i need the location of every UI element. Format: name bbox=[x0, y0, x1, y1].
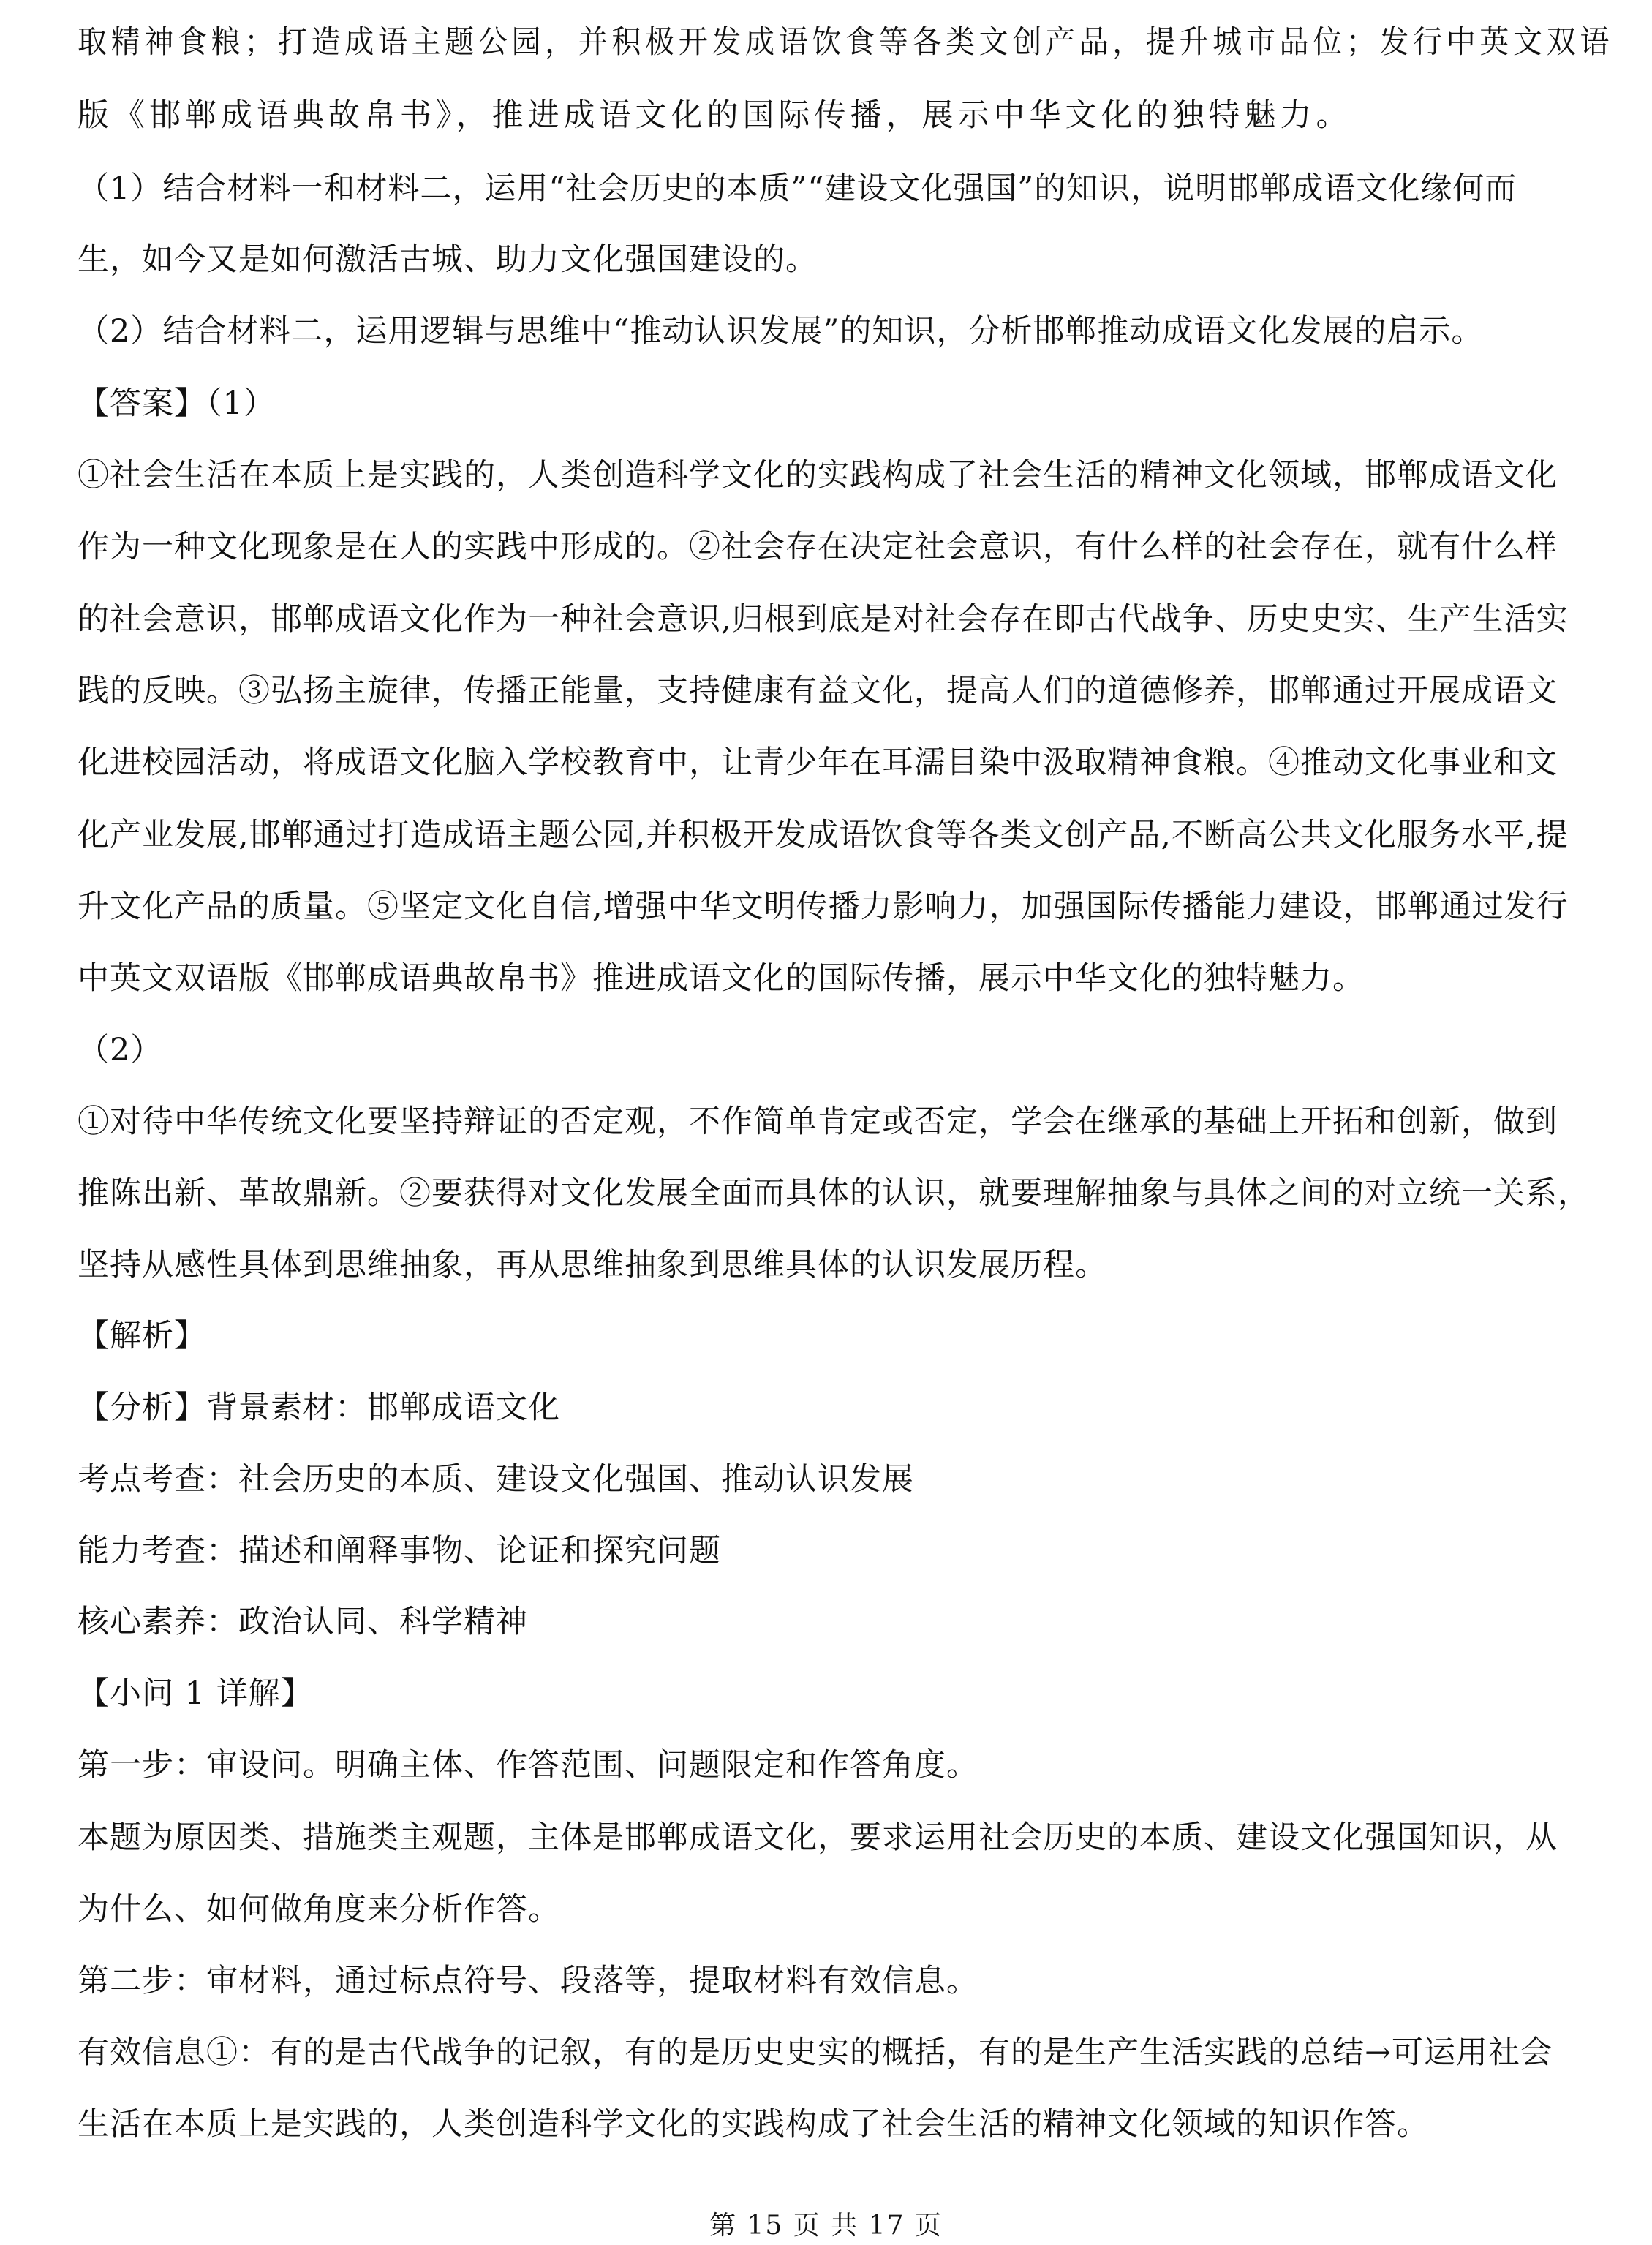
question-1-line: （1）结合材料一和材料二，运用“社会历史的本质”“建设文化强国”的知识，说明邯郸成语文化缘何而 bbox=[78, 170, 1517, 207]
answer-line: 践的反映。③弘扬主旋律，传播正能量，支持健康有益文化，提高人们的道德修养，邯郸通过开展成语文 bbox=[78, 673, 1558, 709]
detail-line: 有效信息①：有的是古代战争的记叙，有的是历史史实的概括，有的是生产生活实践的总结→可运用社会 bbox=[78, 2034, 1553, 2071]
detail-line: 第一步：审设问。明确主体、作答范围、问题限定和作答角度。 bbox=[78, 1747, 978, 1784]
analysis-heading: 【解析】 bbox=[78, 1318, 206, 1354]
answer-line: ①社会生活在本质上是实践的，人类创造科学文化的实践构成了社会生活的精神文化领域，邯郸成语文化 bbox=[78, 457, 1558, 494]
answer-line: 升文化产品的质量。⑤坚定文化自信,增强中华文明传播力影响力，加强国际传播能力建设，邯郸通过发行 bbox=[78, 888, 1569, 925]
analysis-line: 考点考查：社会历史的本质、建设文化强国、推动认识发展 bbox=[78, 1461, 914, 1498]
page-number-footer: 第 15 页 共 17 页 bbox=[709, 2211, 943, 2241]
analysis-line: 核心素养：政治认同、科学精神 bbox=[78, 1604, 528, 1640]
detail-line: 第二步：审材料，通过标点符号、段落等，提取材料有效信息。 bbox=[78, 1963, 978, 1999]
answer-line: 化产业发展,邯郸通过打造成语主题公园,并积极开发成语饮食等各类文创产品,不断高公共文化服务水平,提 bbox=[78, 817, 1569, 853]
answer-2-line: 坚持从感性具体到思维抽象，再从思维抽象到思维具体的认识发展历程。 bbox=[78, 1247, 1107, 1283]
detail-line: 本题为原因类、措施类主观题，主体是邯郸成语文化，要求运用社会历史的本质、建设文化强国知识，从 bbox=[78, 1819, 1558, 1856]
question-1-line: 生，如今又是如何激活古城、助力文化强国建设的。 bbox=[78, 241, 818, 278]
question-2-line: （2）结合材料二，运用逻辑与思维中“推动认识发展”的知识，分析邯郸推动成语文化发展的启示。 bbox=[78, 313, 1484, 350]
text-line: 版《邯郸成语典故帛书》，推进成语文化的国际传播，展示中华文化的独特魅力。 bbox=[78, 97, 1352, 134]
text-line: 取精神食粮；打造成语主题公园，并积极开发成语饮食等各类文创产品，提升城市品位；发行中英文双语 bbox=[78, 24, 1613, 61]
analysis-line: 【分析】背景素材：邯郸成语文化 bbox=[78, 1389, 560, 1426]
detail-line: 生活在本质上是实践的，人类创造科学文化的实践构成了社会生活的精神文化领域的知识作答。 bbox=[78, 2106, 1429, 2143]
detail-line: 为什么、如何做角度来分析作答。 bbox=[78, 1891, 560, 1928]
detail-heading: 【小问 1 详解】 bbox=[78, 1675, 313, 1712]
answer-2-line: ①对待中华传统文化要坚持辩证的否定观，不作简单肯定或否定，学会在继承的基础上开拓和创新，做到 bbox=[78, 1103, 1558, 1140]
answer-line: 化进校园活动，将成语文化脑入学校教育中，让青少年在耳濡目染中汲取精神食粮。④推动文化事业和文 bbox=[78, 744, 1558, 781]
answer-line: 中英文双语版《邯郸成语典故帛书》推进成语文化的国际传播，展示中华文化的独特魅力。 bbox=[78, 960, 1365, 997]
answer-2-line: 推陈出新、革故鼎新。②要获得对文化发展全面而具体的认识，就要理解抽象与具体之间的对立统一关系， bbox=[78, 1175, 1590, 1212]
answer-line: 作为一种文化现象是在人的实践中形成的。②社会存在决定社会意识，有什么样的社会存在，就有什么样 bbox=[78, 529, 1558, 565]
analysis-line: 能力考查：描述和阐释事物、论证和探究问题 bbox=[78, 1533, 721, 1569]
answer-heading: 【答案】（1） bbox=[78, 385, 276, 422]
answer-line: 的社会意识，邯郸成语文化作为一种社会意识,归根到底是对社会存在即古代战争、历史史实、生产生活实 bbox=[78, 601, 1569, 638]
answer-2-heading: （2） bbox=[78, 1032, 163, 1068]
